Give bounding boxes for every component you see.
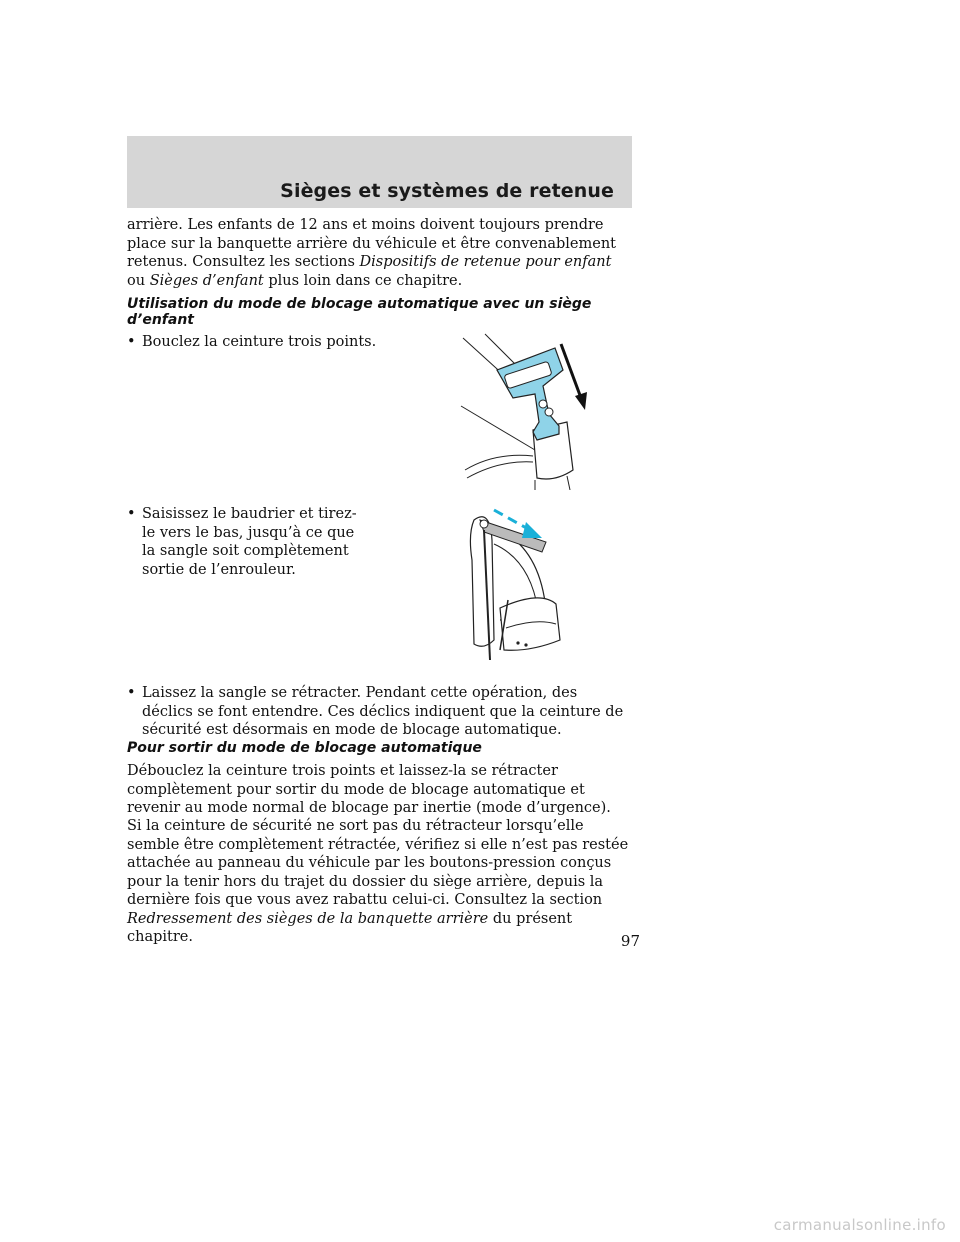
watermark: carmanualsonline.info	[773, 1216, 946, 1234]
section-heading: Utilisation du mode de blocage automatique avec un siège d’enfant	[127, 296, 592, 328]
bullet-icon: •	[127, 506, 136, 522]
bullet-icon: •	[127, 334, 136, 350]
page-number: 97	[620, 932, 640, 950]
seat-belt-illustration	[460, 500, 570, 670]
header-band	[127, 136, 632, 208]
paragraph: Si la ceinture de sécurité ne sort pas du rétracteur lorsqu’elle semble être complètement rétractée, vérifiez si elle n’est pas restée attachée au panneau du véhicule par les boutons-pression conçus pour la tenir hors du trajet du dossier du siège arrière, depuis la dernière fois que vous avez rabattu celui-ci. Consultez la section Redressement des sièges de la banquette arrière du présent chapitre.	[127, 818, 629, 945]
section-reference: Sièges d’enfant	[149, 272, 264, 289]
section-reference: Dispositifs de retenue pour enfant	[359, 254, 612, 270]
buckle-illustration	[455, 330, 605, 490]
page-header-title: Sièges et systèmes de retenue	[280, 180, 614, 202]
paragraph: Débouclez la ceinture trois points et laissez-la se rétracter complètement pour sortir du mode de blocage automatique et revenir au mode normal de blocage par inertie (mode d’urgence).	[127, 763, 611, 816]
section-heading: Pour sortir du mode de blocage automatique	[127, 740, 482, 756]
bullet-icon: •	[127, 685, 136, 701]
section-reference: Redressement des sièges de la banquette arrière	[127, 910, 489, 927]
intro-paragraph: arrière. Les enfants de 12 ans et moins doivent toujours prendre place sur la banquette arrière du véhicule et être convenablement retenus. Consultez les sections Dispositifs de retenue pour enfant ou Sièges d’enfant plus loin dans ce chapitre.	[127, 217, 616, 289]
